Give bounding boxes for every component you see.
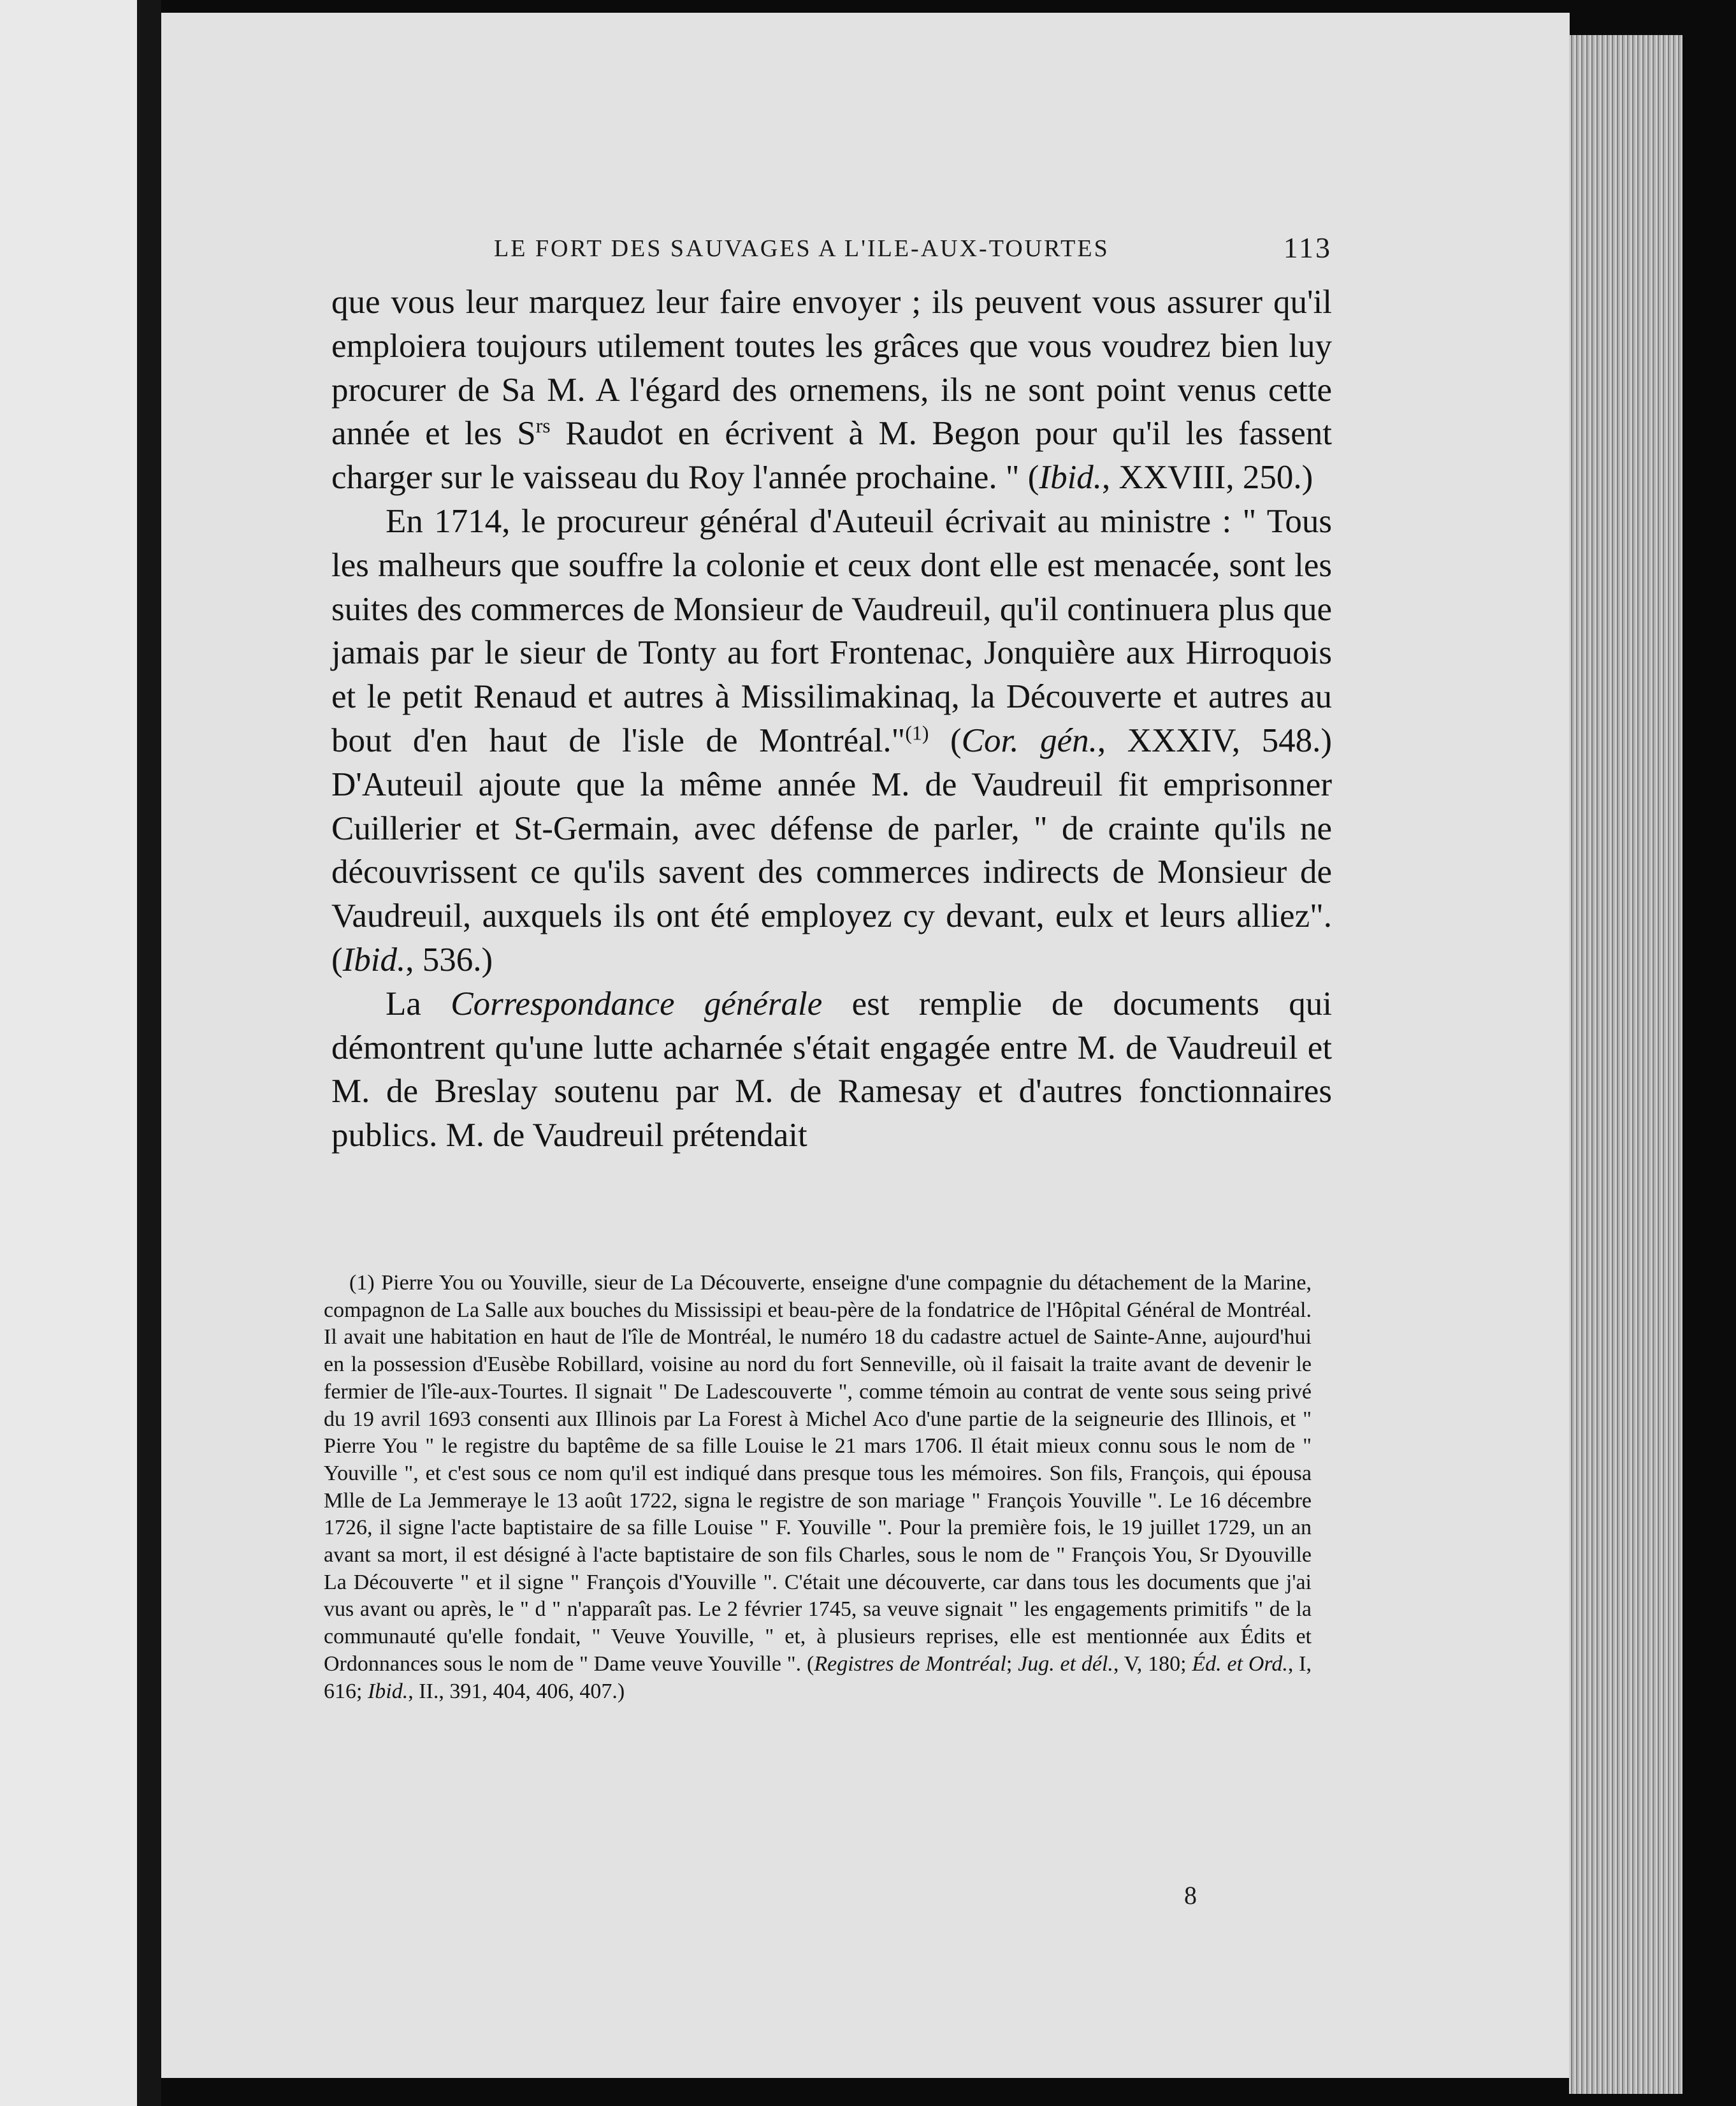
- page-number: 113: [1283, 231, 1332, 264]
- footnote-ref: (1): [905, 722, 929, 744]
- book-gutter: [137, 0, 161, 2106]
- paragraph-3: La Correspondance générale est remplie de documents qui démontrent qu'une lutte acharnée s'était engagée entre M. de Vaudreuil et M. de Breslay soutenu par M. de Ramesay et d'autres fonctionnaires publics. M. de Vaudreuil prétendait: [331, 985, 1332, 1154]
- signature-mark: 8: [1184, 1881, 1197, 1910]
- footnote: [324, 1270, 1312, 1705]
- left-page-edge: [0, 0, 137, 2106]
- paragraph-1: que vous leur marquez leur faire envoyer ; ils peuvent vous assurer qu'il emploiera toujours utilement toutes les grâces que vous voudrez bien luy procurer de Sa M. A l'égard des ornemens, ils ne sont point venus cette année et les $S^{rs}$ Raudot en écrivent à M. Begon pour qu'il les fassent charger sur le vaisseau du Roy l'année prochaine. " (Ibid., XXVIII, 250.): [331, 284, 1333, 497]
- page-edges-stack: [1569, 35, 1682, 2094]
- running-head: LE FORT DES SAUVAGES A L'ILE-AUX-TOURTES: [494, 235, 1110, 262]
- paragraph-2: En 1714, le procureur général d'Auteuil écrivait au ministre : " Tous les malheurs que souffre la colonie et ceux dont elle est menacée, sont les suites des commerces de Monsieur de Vaudreuil, qu'il continuera plus que jamais par le sieur de Tonty au fort Frontenac, Jonquière aux Hirroquois et le petit Renaud et autres à Missilimakinaq, la Découverte et autres au bout d'en haut de l'isle de Montréal."$^{(1)}$ (Cor. gén., XXXIV, 548.) D'Auteuil ajoute que la même année M. de Vaudreuil fit emprisonner Cuillerier et St-Germain, avec défense de parler, " de crainte qu'ils ne découvrissent ce qu'ils savent des commerces indirects de Monsieur de Vaudreuil, auxquels ils ont été employez cy devant, eulx et leurs alliez". (Ibid., 536.): [331, 502, 1332, 978]
- page-header: [331, 223, 1332, 274]
- main-text: [331, 280, 1332, 1158]
- footnote-text: (1) Pierre You ou Youville, sieur de La Découverte, enseigne d'une compagnie du détachement de la Marine, compagnon de La Salle aux bouches du Mississipi et beau-père de la fondatrice de l'Hôpital Général de Montréal. Il avait une habitation en haut de l'île de Montréal, le numéro 18 du cadastre actuel de Sainte-Anne, aujourd'hui en la possession d'Eusèbe Robillard, voisine au nord du fort Senneville, où il faisait la traite avant de devenir le fermier de l'île-aux-Tourtes. Il signait " De Ladescouverte ", comme témoin au contrat de vente sous seing privé du 19 avril 1693 consenti aux Illinois par La Forest à Michel Aco d'une partie de la seigneurie des Illinois, et " Pierre You " le registre du baptême de sa fille Louise le 21 mars 1706. Il était mieux connu sous le nom de " Youville ", et c'est sous ce nom qu'il est indiqué dans presque tous les mémoires. Son fils, François, qui épousa Mlle de La Jemmeraye le 13 août 1722, signa le registre de son mariage " François Youville ". Le 16 décembre 1726, il signe l'acte baptistaire de sa fille Louise " F. Youville ". Pour la première fois, le 19 juillet 1729, un an avant sa mort, il est désigné à l'acte baptistaire de son fils Charles, sous le nom de " François You, Sr Dyouville La Découverte " et il signe " François d'Youville ". C'était une découverte, car dans tous les documents que j'ai vus avant ou après, le " d " n'apparaît pas. Le 2 février 1745, sa veuve signait " les engagements primitifs " de la communauté qu'elle fondait, " Veuve Youville, " et, à plusieurs reprises, elle est mentionnée aux Édits et Ordonnances sous le nom de " Dame veuve Youville ". (Registres de Montréal; Jug. et dél., V, 180; Éd. et Ord., I, 616; Ibid., II., 391, 404, 406, 407.): [324, 1271, 1312, 1703]
